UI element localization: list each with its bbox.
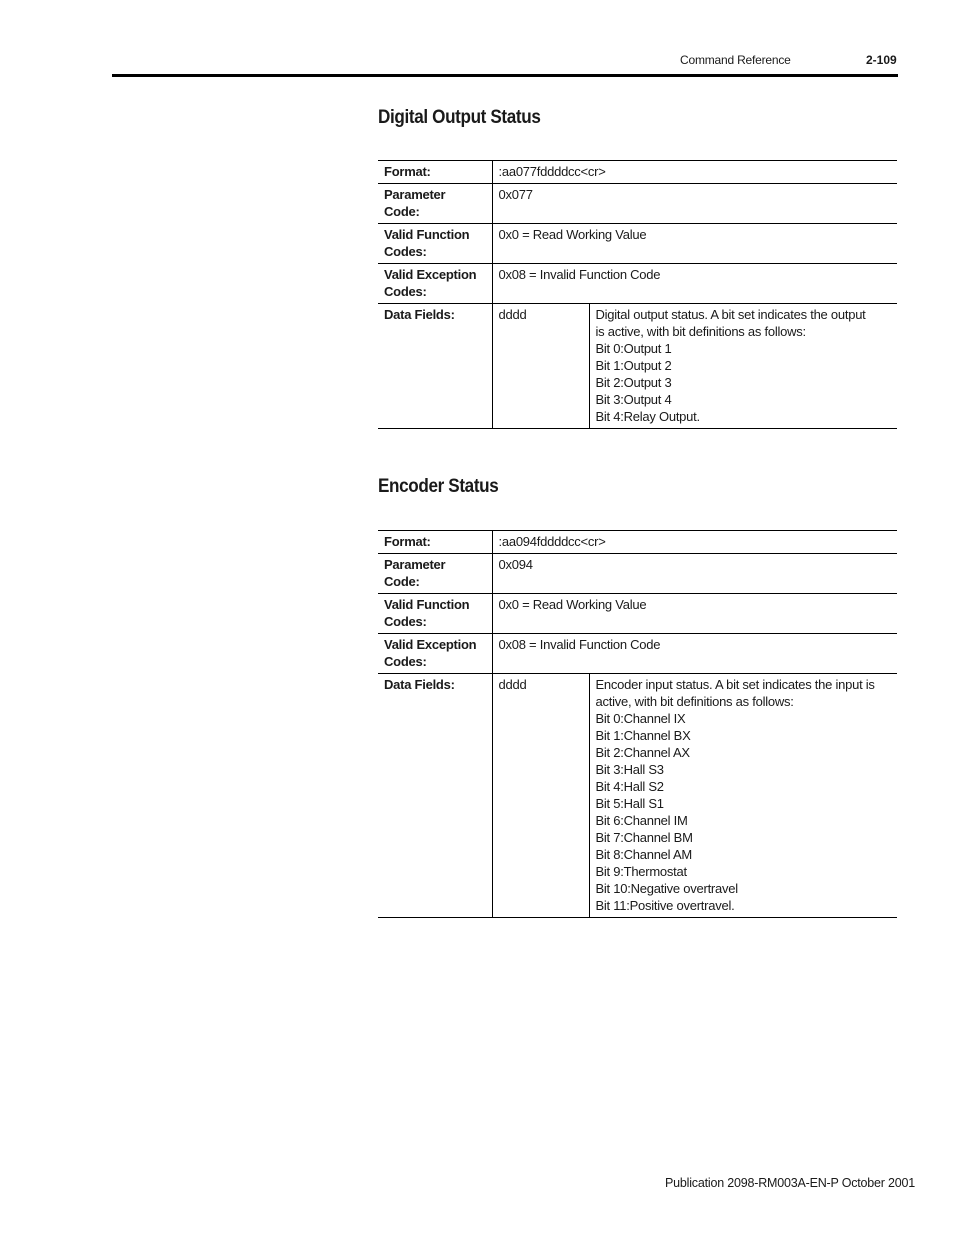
description-line: is active, with bit definitions as follows:: [595, 324, 806, 339]
description-line: Bit 4:Hall S2: [595, 779, 664, 794]
encoder-status-table: [378, 530, 897, 918]
parameter-code-row: [378, 554, 897, 594]
function-codes-value: 0x0 = Read Working Value: [492, 224, 897, 264]
exception-codes-value: 0x08 = Invalid Function Code: [492, 264, 897, 304]
data-field-description: [589, 674, 897, 918]
data-field-name: dddd: [492, 674, 589, 918]
description-line: Bit 0:Output 1: [595, 341, 672, 356]
parameter-code-value: 0x077: [492, 184, 897, 224]
format-row: [378, 531, 897, 554]
description-line: Digital output status. A bit set indicates the output: [595, 307, 866, 322]
parameter-code-label: [378, 184, 492, 224]
data-fields-label: Data Fields:: [378, 674, 492, 918]
description-line: Bit 5:Hall S1: [595, 796, 664, 811]
function-codes-label: [378, 594, 492, 634]
description-line: Bit 9:Thermostat: [595, 864, 687, 879]
exception-codes-value: 0x08 = Invalid Function Code: [492, 634, 897, 674]
format-value: :aa094fddddcc<cr>: [492, 531, 897, 554]
format-label: Format:: [378, 531, 492, 554]
header-rule: [112, 74, 898, 77]
publication-footer: Publication 2098-RM003A-EN-P October 2001: [665, 1176, 916, 1190]
description-line: Bit 7:Channel BM: [595, 830, 693, 845]
function-codes-value: 0x0 = Read Working Value: [492, 594, 897, 634]
label-line: Codes:: [384, 654, 427, 669]
format-label: Format:: [378, 161, 492, 184]
description-line: Bit 1:Channel BX: [595, 728, 691, 743]
function-codes-row: [378, 224, 897, 264]
label-line: Codes:: [384, 244, 427, 259]
exception-codes-row: [378, 634, 897, 674]
header-page-number: 2-109: [866, 53, 897, 67]
description-line: active, with bit definitions as follows:: [595, 694, 794, 709]
label-line: Parameter: [384, 187, 446, 202]
label-line: Code:: [384, 574, 420, 589]
digital-output-title: Digital Output Status: [378, 107, 541, 128]
label-line: Valid Exception: [384, 267, 477, 282]
format-value: :aa077fddddcc<cr>: [492, 161, 897, 184]
exception-codes-label: [378, 264, 492, 304]
function-codes-row: [378, 594, 897, 634]
parameter-code-label: [378, 554, 492, 594]
description-line: Encoder input status. A bit set indicates the input is: [595, 677, 875, 692]
label-line: Valid Function: [384, 227, 470, 242]
description-line: Bit 3:Output 4: [595, 392, 672, 407]
description-line: Bit 6:Channel IM: [595, 813, 688, 828]
description-line: Bit 11:Positive overtravel.: [595, 898, 735, 913]
exception-codes-row: [378, 264, 897, 304]
description-line: Bit 1:Output 2: [595, 358, 672, 373]
description-line: Bit 2:Channel AX: [595, 745, 690, 760]
function-codes-label: [378, 224, 492, 264]
format-row: [378, 161, 897, 184]
encoder-status-title: Encoder Status: [378, 476, 499, 497]
description-line: Bit 2:Output 3: [595, 375, 672, 390]
data-fields-label: Data Fields:: [378, 304, 492, 429]
label-line: Valid Function: [384, 597, 470, 612]
data-fields-row: [378, 304, 897, 429]
description-line: Bit 0:Channel IX: [595, 711, 686, 726]
data-fields-row: [378, 674, 897, 918]
data-field-description: [589, 304, 897, 429]
label-line: Codes:: [384, 614, 427, 629]
description-line: Bit 3:Hall S3: [595, 762, 664, 777]
header-section-title: Command Reference: [680, 53, 791, 67]
label-line: Codes:: [384, 284, 427, 299]
label-line: Parameter: [384, 557, 446, 572]
description-line: Bit 8:Channel AM: [595, 847, 692, 862]
description-line: Bit 4:Relay Output.: [595, 409, 700, 424]
data-field-name: dddd: [492, 304, 589, 429]
parameter-code-value: 0x094: [492, 554, 897, 594]
description-line: Bit 10:Negative overtravel: [595, 881, 738, 896]
exception-codes-label: [378, 634, 492, 674]
digital-output-table: [378, 160, 897, 429]
label-line: Code:: [384, 204, 420, 219]
label-line: Valid Exception: [384, 637, 477, 652]
parameter-code-row: [378, 184, 897, 224]
